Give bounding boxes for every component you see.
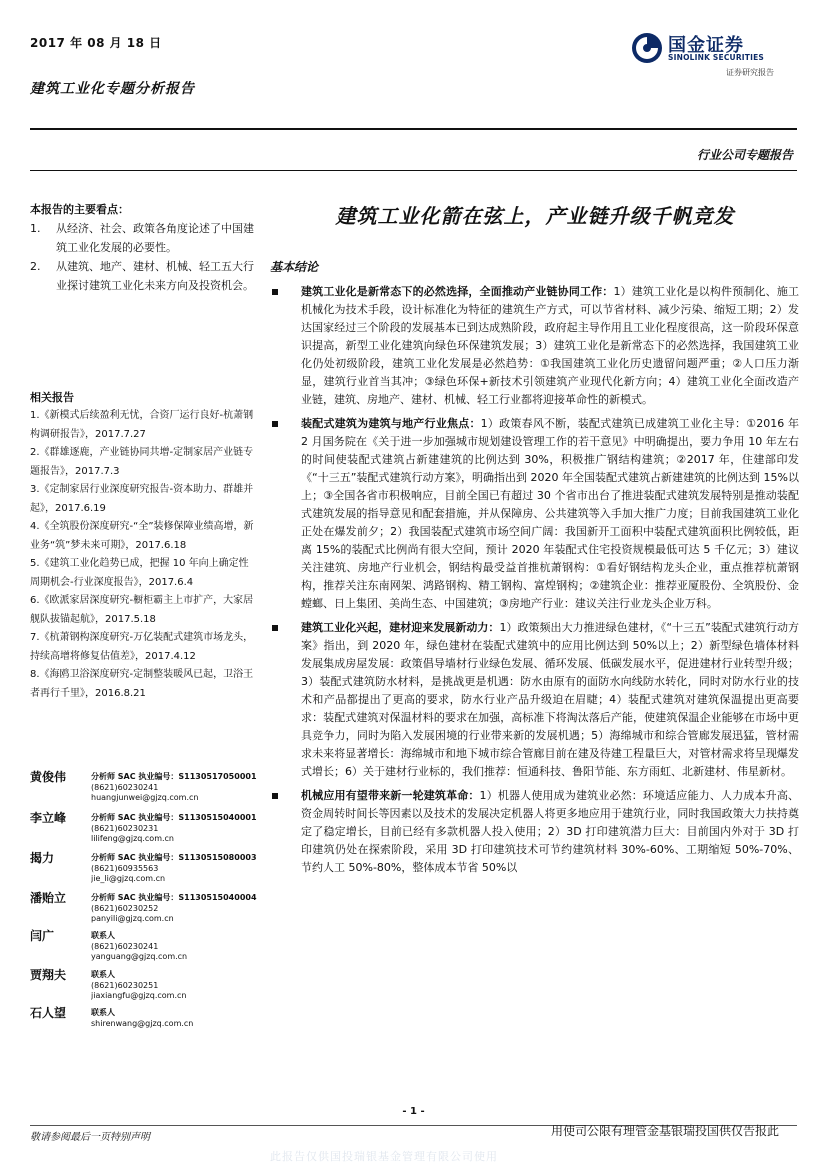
analyst-info bbox=[91, 1008, 263, 1029]
header-divider-thin bbox=[30, 170, 797, 171]
company-logo bbox=[630, 27, 800, 87]
analyst-phone: (8621)60230251 bbox=[91, 980, 159, 990]
related-reports bbox=[30, 388, 258, 703]
sinolink-logo-icon bbox=[630, 31, 664, 65]
page-title: 建筑工业化箭在弦上，产业链升级千帆竞发 bbox=[335, 204, 735, 228]
document-type: 行业公司专题报告 bbox=[696, 148, 793, 162]
related-report-item[interactable]: 8.《海鸥卫浴深度研究-定制整装暖风已起，卫浴王者再行千里》，2016.8.21 bbox=[30, 669, 254, 699]
list-item bbox=[30, 219, 258, 257]
analyst-email[interactable]: jiaxiangfu@gjzq.com.cn bbox=[91, 991, 187, 1000]
list-item-number: 1. bbox=[30, 222, 41, 235]
analyst-info bbox=[91, 893, 263, 925]
analyst-title: 联系人 bbox=[91, 931, 115, 940]
logo-name-en: SINOLINK SECURITIES bbox=[668, 53, 765, 62]
paragraph-lead: 建筑工业化兴起，建材迎来发展新动力： bbox=[301, 621, 500, 634]
analyst-phone: (8621)60230241 bbox=[91, 782, 159, 792]
analyst-phone: (8621)60230241 bbox=[91, 941, 159, 951]
analyst-name: 闫广 bbox=[30, 929, 55, 943]
analyst-email[interactable]: jie_li@gjzq.com.cn bbox=[91, 874, 166, 883]
paragraph-lead: 机械应用有望带来新一轮建筑革命： bbox=[301, 789, 480, 802]
paragraph-text bbox=[301, 619, 799, 781]
analyst-phone: (8621)60230231 bbox=[91, 823, 159, 833]
analyst-email[interactable]: shirenwang@gjzq.com.cn bbox=[91, 1018, 194, 1028]
highlights-list bbox=[30, 219, 258, 295]
analyst-name: 揭力 bbox=[30, 851, 55, 865]
paragraph-lead: 建筑工业化是新常态下的必然选择，全面推动产业链协同工作： bbox=[301, 285, 614, 298]
conclusion-paragraph bbox=[272, 619, 799, 781]
analyst-title: 分析师 SAC 执业编号：S1130515040001 bbox=[91, 813, 257, 822]
bullet-icon bbox=[272, 415, 301, 613]
related-report-item[interactable]: 1.《新模式后续盈利无忧，合资厂运行良好-杭萧钢构调研报告》，2017.7.27 bbox=[30, 410, 254, 440]
paragraph-body: 1）建筑工业化是以构件预制化、施工机械化为技术手段，设计标准化为特征的建筑生产方式，可以节省材料、减少污染、缩短工期；2）发达国家经过三个阶段的发展基本已到达成熟阶段，政府起主导作用且工业化程度很高，这一阶段环保意识提高，新型工业化建筑向绿色环保建筑发展；3）建筑工业化是新常态下的必然选择，我国建筑工业化仍处初级阶段，建筑工业化发展是必然趋势：①我国建筑工业化历史遗留问题严重；②人口压力渐显，建筑行业首当其冲；③绿色环保+新技术引领建筑产业现代化新方向；4）建筑工业化全面改造产业链，建筑、房地产、建材、机械、轻工行业都将迎接革命性的新模式。 bbox=[301, 285, 799, 406]
disclaimer-note: 敬请参阅最后一页特别声明 bbox=[30, 1132, 150, 1143]
conclusion-paragraph bbox=[272, 283, 799, 409]
report-date: 2017 年 08 月 18 日 bbox=[30, 36, 162, 50]
page-number: - 1 - bbox=[402, 1106, 425, 1117]
related-report-item[interactable]: 2.《群雄逐鹿，产业链协同共增-定制家居产业链专题报告》，2017.7.3 bbox=[30, 447, 254, 477]
analyst-info bbox=[91, 931, 263, 963]
analyst-title: 分析师 SAC 执业编号：S1130515080003 bbox=[91, 853, 257, 862]
list-item-number: 2. bbox=[30, 260, 41, 273]
analyst-email[interactable]: yanguang@gjzq.com.cn bbox=[91, 952, 188, 961]
report-series-title: 建筑工业化专题分析报告 bbox=[30, 81, 195, 97]
related-report-item[interactable]: 5.《建筑工业化趋势已成，把握 10 年向上确定性周期机会-行业深度报告》，2017.6.4 bbox=[30, 558, 249, 588]
paragraph-body: 1）政策频出大力推进绿色建材，《“十三五”装配式建筑行动方案》指出，到 2020 年，绿色建材在装配式建筑中的应用比例达到 50%以上；2）新型绿色墙体材料发展集成房屋发展：政策倡导墙材行业绿色发展、循环发展、低碳发展水平，促进建材行业转型升级；3）装配式建筑防水材料，是挑战更是机遇：防水由原有的面防水向线防水转化，同时对防水行业的技术和产品都提出了更高的要求，防水行业产品升级迫在眉睫；4）装配式建筑对建筑保温提出更高要求：装配式建筑对保温材料的要求在加强，高标准下将淘汰落后产能，使建筑保温企业能够在市场中更具竞争力，同时为陷入发展困境的行业带来新的发展机遇；5）海绵城市和综合管廊发展迅猛，管材需求未来将显著增长：海绵城市和地下城市综合管廊目前在建及待建工程量巨大，对管材需求将呈现爆发式增长；6）关于建材行业标的，我们推荐：恒通科技、鲁阳节能、东方雨虹、北新建材、伟星新材。 bbox=[301, 621, 799, 778]
paragraph-lead: 装配式建筑为建筑与地产行业焦点： bbox=[301, 417, 481, 430]
list-item-text: 从经济、社会、政策各角度论述了中国建筑工业化发展的必要性。 bbox=[56, 222, 254, 254]
paragraph-body: 1）机器人使用成为建筑业必然：环境适应能力、人力成本升高、资金周转时间长等因素以及技术的发展决定机器人将更多地应用于建筑行业，同时我国政策大力扶持奠定了稳定增长，目前已经有多款机器人投入使用；2）3D 打印建筑潜力巨大：目前国内外对于 3D 打印建筑仍处在探索阶段，采用 3D 打印建筑技术可节约建筑材料 30%-60%、工期缩短 50%-70%、节约人工 50%-80%，整体成本节省 50%以 bbox=[301, 789, 799, 874]
paragraph-text bbox=[301, 787, 799, 877]
analyst-title: 联系人 bbox=[91, 1008, 115, 1017]
watermark-text: 此报告仅供国投瑞银基金管理有限公司使用 bbox=[270, 1150, 498, 1163]
conclusion-paragraph bbox=[272, 415, 799, 613]
analyst-email[interactable]: lilifeng@gjzq.com.cn bbox=[91, 834, 174, 843]
related-report-item[interactable]: 4.《全筑股份深度研究-“全”装修保障业绩高增，新业务“筑”梦未来可期》，2017.6.18 bbox=[30, 521, 254, 551]
analyst-info bbox=[91, 853, 263, 885]
related-report-item[interactable]: 3.《定制家居行业深度研究报告-资本助力、群雄并起》，2017.6.19 bbox=[30, 484, 254, 514]
analyst-email[interactable]: huangjunwei@gjzq.com.cn bbox=[91, 793, 199, 802]
analyst-title: 分析师 SAC 执业编号：S1130517050001 bbox=[91, 772, 257, 781]
analyst-phone: (8621)60935563 bbox=[91, 863, 159, 873]
conclusion-body bbox=[272, 283, 799, 883]
analyst-info bbox=[91, 772, 263, 804]
analyst-phone: (8621)60230252 bbox=[91, 903, 159, 913]
analyst-name: 李立峰 bbox=[30, 811, 67, 825]
conclusion-paragraph bbox=[272, 787, 799, 877]
analyst-title: 联系人 bbox=[91, 970, 115, 979]
logo-name-cn: 国金证券 bbox=[668, 35, 744, 56]
bullet-icon bbox=[272, 283, 301, 409]
logo-subtitle: 证券研究报告 bbox=[726, 68, 774, 77]
highlights-box bbox=[30, 200, 258, 295]
analyst-email[interactable]: panyili@gjzq.com.cn bbox=[91, 914, 174, 923]
highlights-title: 本报告的主要看点： bbox=[30, 203, 129, 216]
paragraph-text bbox=[301, 283, 799, 409]
analyst-info bbox=[91, 970, 263, 1002]
related-report-item[interactable]: 6.《欧派家居深度研究-橱柜霸主上市扩产，大家居舰队拔锚起航》，2017.5.18 bbox=[30, 595, 254, 625]
paragraph-text bbox=[301, 415, 799, 613]
related-reports-title: 相关报告 bbox=[30, 391, 74, 404]
list-item-text: 从建筑、地产、建材、机械、轻工五大行业探讨建筑工业化未来方向及投资机会。 bbox=[56, 260, 254, 292]
analyst-name: 贾翔夫 bbox=[30, 968, 67, 982]
related-report-item[interactable]: 7.《杭萧钢构深度研究-万亿装配式建筑市场龙头，持续高增将修复估值差》，2017.4.12 bbox=[30, 632, 254, 662]
list-item bbox=[30, 257, 258, 295]
paragraph-body: 1）政策春风不断，装配式建筑已成建筑工业化主导：①2016 年 2 月国务院在《关于进一步加强城市规划建设管理工作的若干意见》中明确提出，要力争用 10 年左右的时间使装配式建筑占新建建筑的比例达到 30%，积极推广钢结构建筑；②2017 年，住建部印发《“十三五”装配式建筑行动方案》，明确指出到 2020 年全国装配式建筑占新建建筑的比例达到 15%以上；③全国各省市积极响应，目前全国已有超过 30 个省市出台了推进装配式建筑发展特别是推动装配式建筑发展的指导意见和配套措施，并从保障房、公共建筑等入手加大推广力度；目前我国建筑工业化正处在爆发前夕；2）我国装配式建筑市场空间广阔：我国新开工面积中装配式建筑面积比例较低，距离 15%的装配式比例尚有很大空间，预计 2020 年装配式住宅投资规模最低可达 5 千亿元；3）建议关注建筑、房地产行业机会，钢结构最受益首推杭萧钢构：①看好钢结构龙头企业，重点推荐杭萧钢构，推荐关注东南网架、鸿路钢构、精工钢构、富煌钢构；②建筑企业：推荐亚厦股份、全筑股份、金螳螂、日上集团、美尚生态、中国建筑；③房地产行业：建议关注行业龙头企业万科。 bbox=[301, 417, 799, 610]
analyst-info bbox=[91, 813, 263, 845]
header-divider bbox=[30, 128, 797, 130]
analyst-name: 石人望 bbox=[30, 1006, 67, 1020]
section-title: 基本结论 bbox=[270, 260, 319, 274]
analyst-name: 潘贻立 bbox=[30, 891, 67, 905]
bullet-icon bbox=[272, 787, 301, 877]
analyst-name: 黄俊伟 bbox=[30, 770, 67, 784]
bullet-icon bbox=[272, 619, 301, 781]
analyst-title: 分析师 SAC 执业编号：S1130515040004 bbox=[91, 893, 257, 902]
footer-usage-note: 用使司公限有理管金基银瑞投国供仅告报此 bbox=[550, 1124, 779, 1138]
